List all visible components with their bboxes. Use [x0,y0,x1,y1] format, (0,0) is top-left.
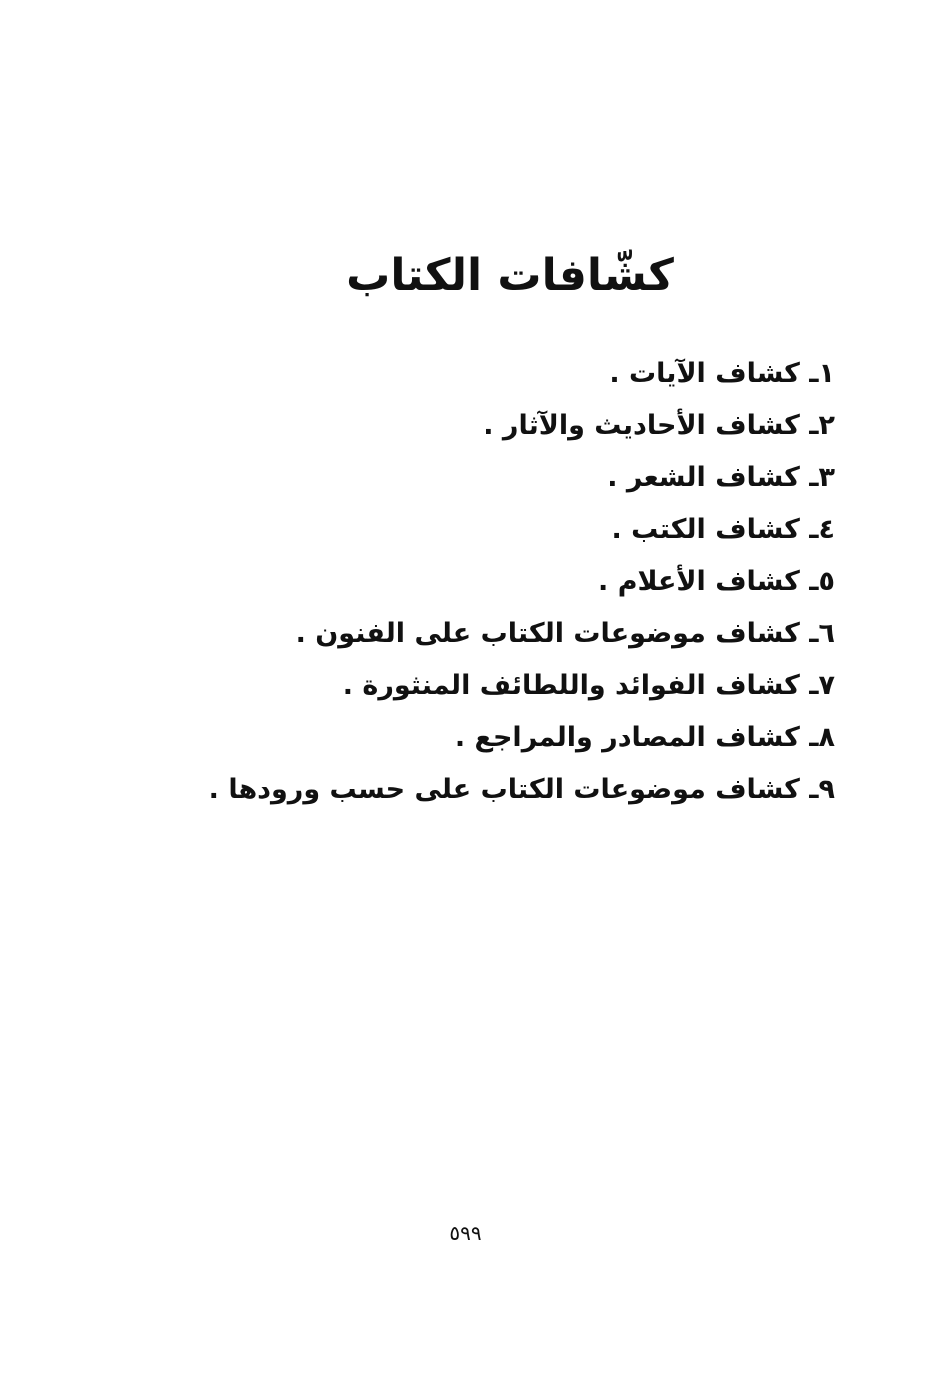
list-item: ٤ـ كشاف الكتب . [611,514,835,545]
page-title: كشّافات الكتاب [346,250,674,301]
list-item: ٨ـ كشاف المصادر والمراجع . [454,722,835,753]
list-item: ١ـ كشاف الآيات . [609,358,835,389]
list-item: ٢ـ كشاف الأحاديث والآثار . [483,410,835,441]
list-item: ٧ـ كشاف الفوائد واللطائف المنثورة . [342,670,835,701]
list-item: ٣ـ كشاف الشعر . [607,462,835,493]
page-number: ٥٩٩ [449,1221,482,1245]
list-item: ٥ـ كشاف الأعلام . [598,566,835,597]
list-item: ٩ـ كشاف موضوعات الكتاب على حسب ورودها . [208,774,835,805]
indexes-list [135,348,835,816]
list-item: ٦ـ كشاف موضوعات الكتاب على الفنون . [295,618,835,649]
